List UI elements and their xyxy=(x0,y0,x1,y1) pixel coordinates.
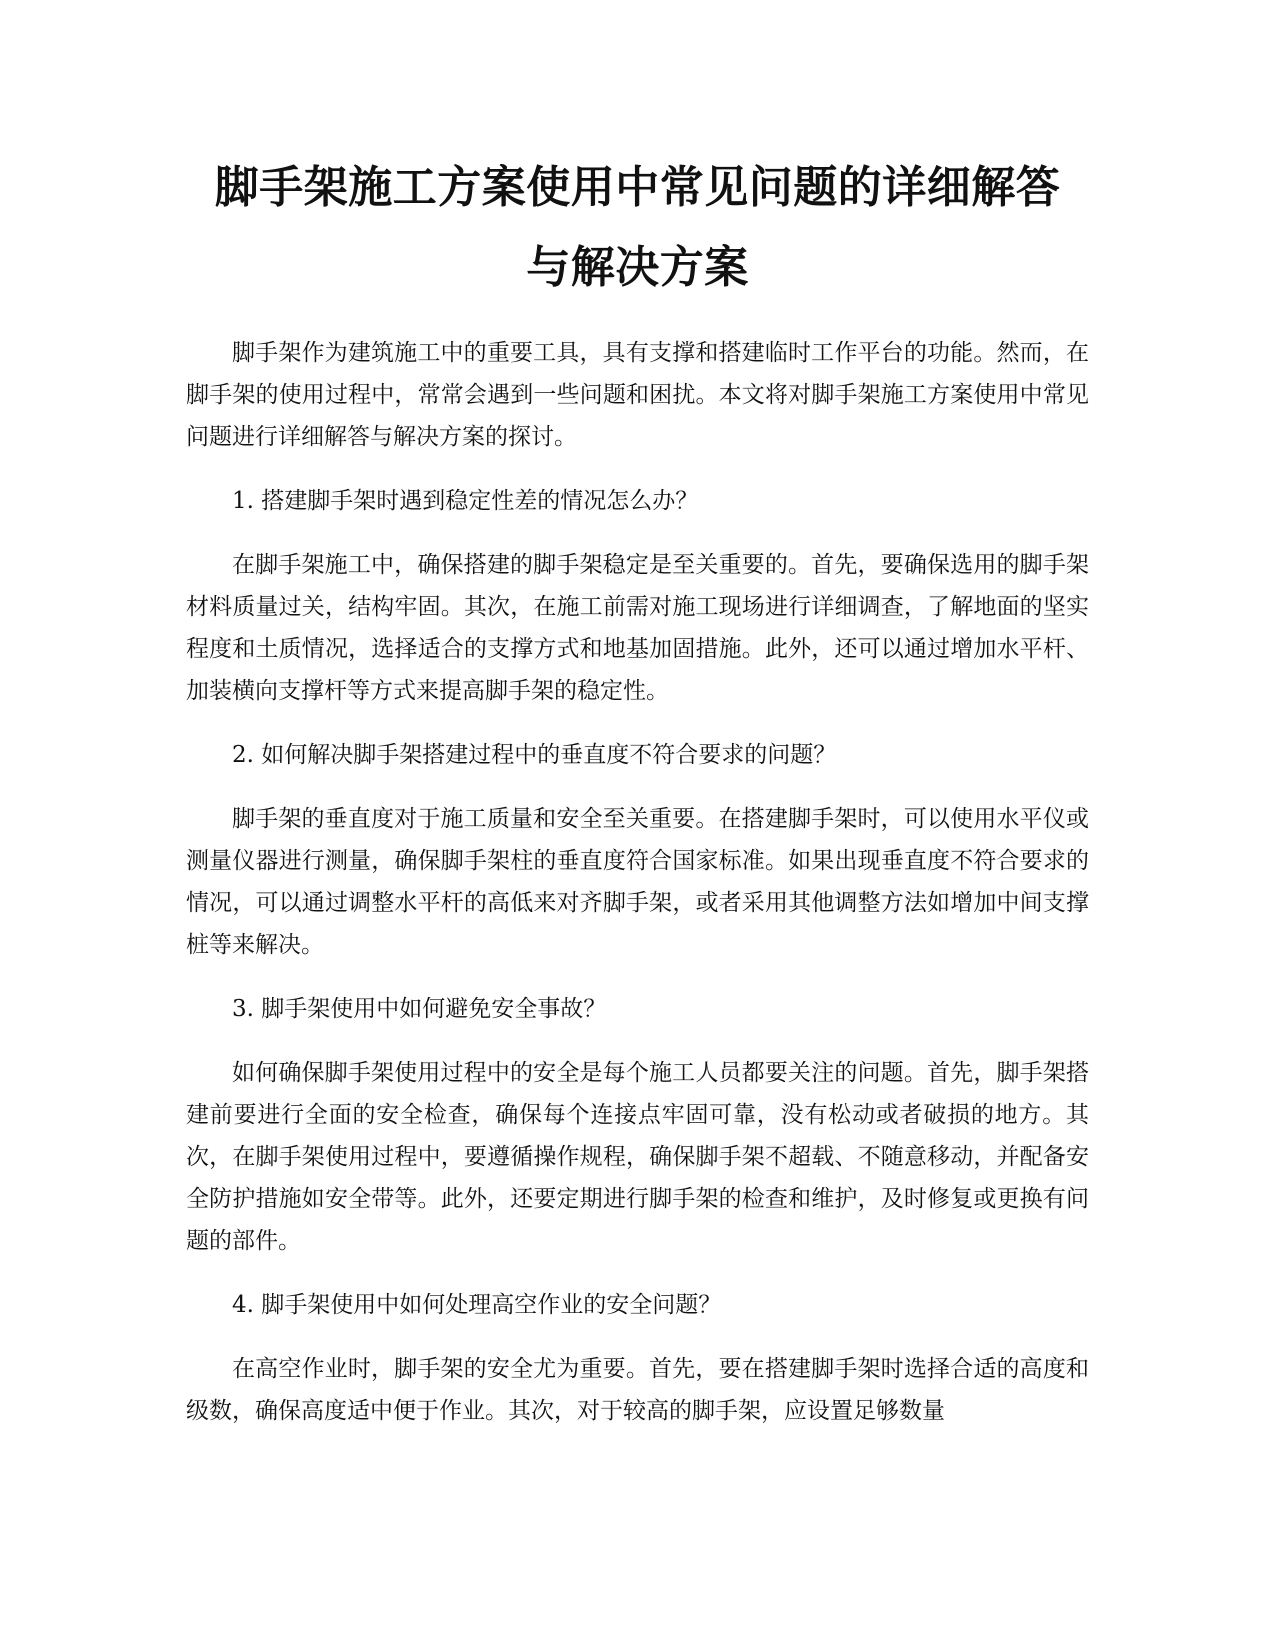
section-2-body: 脚手架的垂直度对于施工质量和安全至关重要。在搭建脚手架时，可以使用水平仪或测量仪器进行测量，确保脚手架柱的垂直度符合国家标准。如果出现垂直度不符合要求的情况，可以通过调整水平杆的高低来对齐脚手架，或者采用其他调整方法如增加中间支撑桩等来解决。 xyxy=(186,806,1089,958)
section-1-heading: 1. 搭建脚手架时遇到稳定性差的情况怎么办？ xyxy=(232,488,699,514)
section-2-heading: 2. 如何解决脚手架搭建过程中的垂直度不符合要求的问题？ xyxy=(232,742,837,768)
section-3-body: 如何确保脚手架使用过程中的安全是每个施工人员都要关注的问题。首先，脚手架搭建前要进行全面的安全检查，确保每个连接点牢固可靠，没有松动或者破损的地方。其次，在脚手架使用过程中，要遵循操作规程，确保脚手架不超载、不随意移动，并配备安全防护措施如安全带等。此外，还要定期进行脚手架的检查和维护，及时修复或更换有问题的部件。 xyxy=(186,1060,1089,1254)
section-1-body: 在脚手架施工中，确保搭建的脚手架稳定是至关重要的。首先，要确保选用的脚手架材料质量过关，结构牢固。其次，在施工前需对施工现场进行详细调查，了解地面的坚实程度和土质情况，选择适合的支撑方式和地基加固措施。此外，还可以通过增加水平杆、加装横向支撑杆等方式来提高脚手架的稳定性。 xyxy=(186,552,1089,704)
section-4-heading: 4. 脚手架使用中如何处理高空作业的安全问题？ xyxy=(232,1292,722,1318)
title-line-1: 脚手架施工方案使用中常见问题的详细解答 xyxy=(214,162,1061,213)
title-line-2: 与解决方案 xyxy=(526,242,749,293)
intro-paragraph: 脚手架作为建筑施工中的重要工具，具有支撑和搭建临时工作平台的功能。然而，在脚手架的使用过程中，常常会遇到一些问题和困扰。本文将对脚手架施工方案使用中常见问题进行详细解答与解决方案的探讨。 xyxy=(186,340,1089,450)
section-4-body: 在高空作业时，脚手架的安全尤为重要。首先，要在搭建脚手架时选择合适的高度和级数，确保高度适中便于作业。其次，对于较高的脚手架，应设置足够数量 xyxy=(186,1356,1089,1424)
section-3-heading: 3. 脚手架使用中如何避免安全事故？ xyxy=(232,996,607,1022)
document-title xyxy=(186,148,1089,308)
document-page xyxy=(186,148,1089,1454)
